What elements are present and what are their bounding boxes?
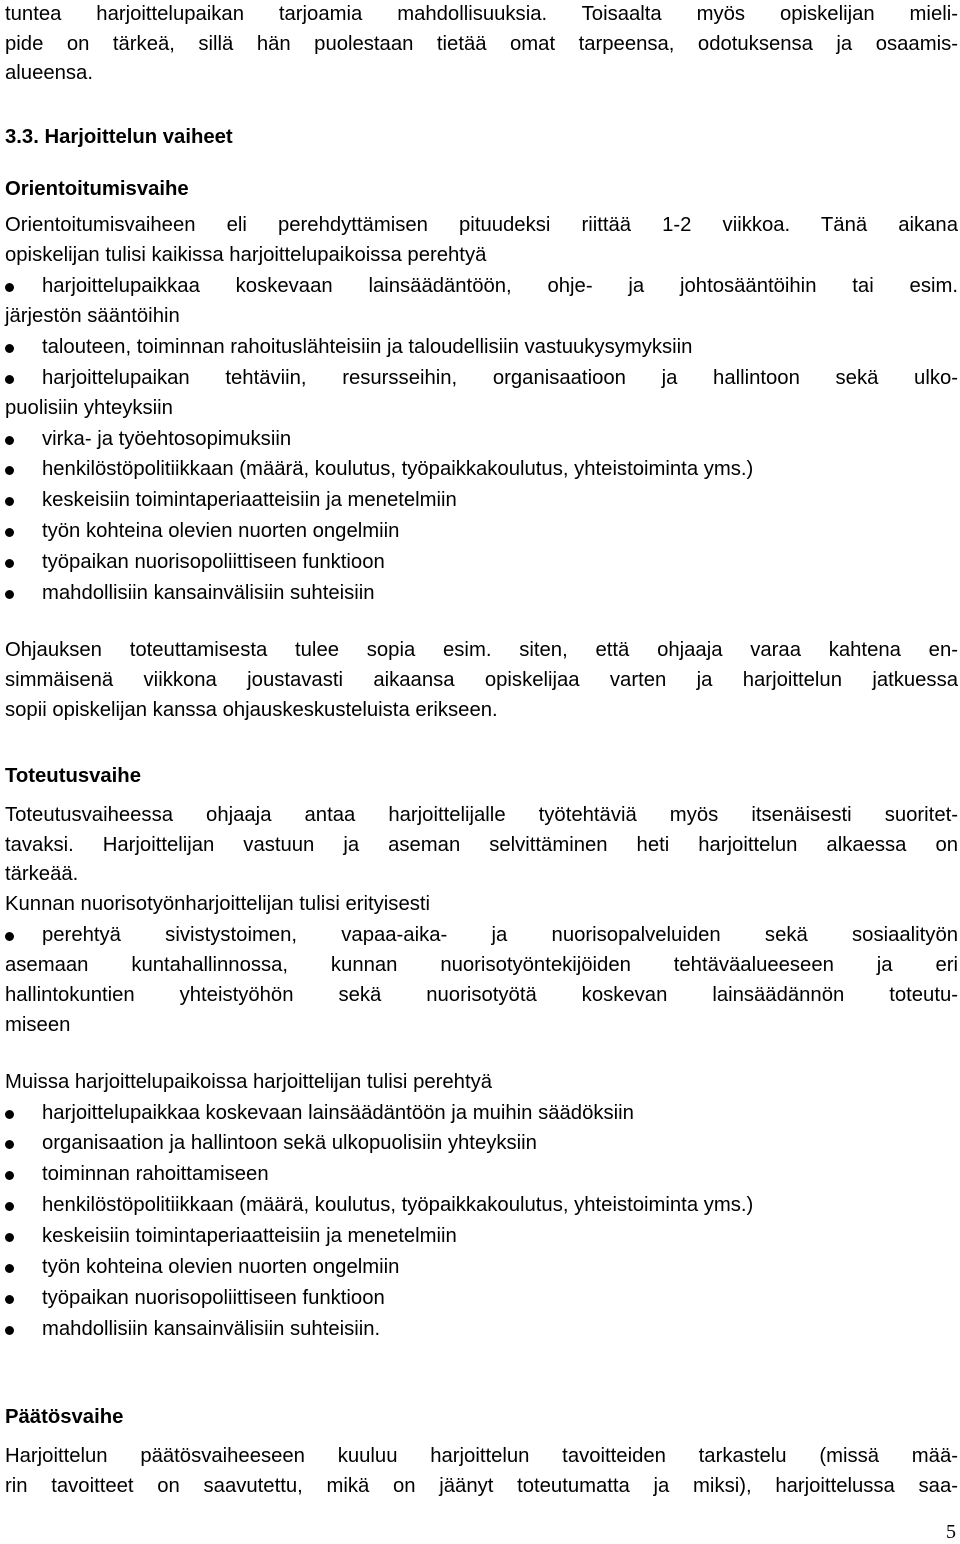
paragraph-line: pide on tärkeä, sillä hän puolestaan tietää omat tarpeensa, odotuksensa ja osaamis- [5, 33, 958, 55]
list-item-continuation: hallintokuntien yhteistyöhön sekä nuorisotyötä koskevan lainsäädännön toteutu- [5, 984, 958, 1006]
bullet-icon [5, 466, 14, 475]
list-item: mahdollisiin kansainvälisiin suhteisiin [42, 582, 375, 604]
list-item: mahdollisiin kansainvälisiin suhteisiin. [42, 1318, 381, 1340]
paragraph-line: alueensa. [5, 62, 93, 84]
paragraph-line: tuntea harjoittelupaikan tarjoamia mahdollisuuksia. Toisaalta myös opiskelijan mieli- [5, 3, 958, 25]
list-item: harjoittelupaikan tehtäviin, resursseihin, organisaatioon ja hallintoon sekä ulko- [42, 367, 958, 389]
list-item: toiminnan rahoittamiseen [42, 1163, 269, 1185]
list-item-continuation: järjestön sääntöihin [5, 305, 180, 327]
subsection-heading: Toteutusvaihe [5, 765, 141, 787]
bullet-icon [5, 1110, 14, 1119]
bullet-icon [5, 1202, 14, 1211]
list-item: harjoittelupaikkaa koskevaan lainsäädäntöön ja muihin säädöksiin [42, 1102, 634, 1124]
paragraph-line: Orientoitumisvaiheen eli perehdyttämisen pituudeksi riittää 1-2 viikkoa. Tänä aikana [5, 214, 958, 236]
list-item: henkilöstöpolitiikkaan (määrä, koulutus, työpaikkakoulutus, yhteistoiminta yms.) [42, 458, 754, 480]
bullet-icon [5, 344, 14, 353]
list-item: virka- ja työehtosopimuksiin [42, 428, 292, 450]
bullet-icon [5, 1295, 14, 1304]
list-item: henkilöstöpolitiikkaan (määrä, koulutus, työpaikkakoulutus, yhteistoiminta yms.) [42, 1194, 754, 1216]
bullet-icon [5, 436, 14, 445]
list-item: työn kohteina olevien nuorten ongelmiin [42, 1256, 400, 1278]
list-item: keskeisiin toimintaperiaatteisiin ja menetelmiin [42, 489, 457, 511]
bullet-icon [5, 932, 14, 941]
bullet-icon [5, 1264, 14, 1273]
bullet-icon [5, 1171, 14, 1180]
paragraph-line: Muissa harjoittelupaikoissa harjoittelijan tulisi perehtyä [5, 1071, 492, 1093]
bullet-icon [5, 1140, 14, 1149]
list-item: organisaation ja hallintoon sekä ulkopuolisiin yhteyksiin [42, 1132, 537, 1154]
list-item-continuation: miseen [5, 1014, 71, 1036]
paragraph-line: Ohjauksen toteuttamisesta tulee sopia esim. siten, että ohjaaja varaa kahtena en- [5, 639, 958, 661]
paragraph-line: rin tavoitteet on saavutettu, mikä on jäänyt toteutumatta ja miksi), harjoittelussa saa- [5, 1475, 958, 1497]
list-item-continuation: asemaan kuntahallinnossa, kunnan nuorisotyöntekijöiden tehtäväalueeseen ja eri [5, 954, 958, 976]
bullet-icon [5, 1326, 14, 1335]
paragraph-line: opiskelijan tulisi kaikissa harjoittelupaikoissa perehtyä [5, 244, 487, 266]
paragraph-line: sopii opiskelijan kanssa ohjauskeskusteluista erikseen. [5, 699, 498, 721]
section-heading: 3.3. Harjoittelun vaiheet [5, 126, 233, 148]
bullet-icon [5, 1233, 14, 1242]
paragraph-line: simmäisenä viikkona joustavasti aikaansa opiskelijaa varten ja harjoittelun jatkuessa [5, 669, 958, 691]
paragraph-line: tavaksi. Harjoittelijan vastuun ja aseman selvittäminen heti harjoittelun alkaessa on [5, 834, 958, 856]
list-item: keskeisiin toimintaperiaatteisiin ja menetelmiin [42, 1225, 457, 1247]
bullet-icon [5, 528, 14, 537]
list-item-continuation: puolisiin yhteyksiin [5, 397, 173, 419]
subsection-heading: Orientoitumisvaihe [5, 178, 189, 200]
list-item: harjoittelupaikkaa koskevaan lainsäädäntöön, ohje- ja johtosääntöihin tai esim. [42, 275, 958, 297]
page-number: 5 [946, 1521, 956, 1543]
paragraph-line: tärkeää. [5, 863, 79, 885]
list-item: työpaikan nuorisopoliittiseen funktioon [42, 551, 385, 573]
list-item: työpaikan nuorisopoliittiseen funktioon [42, 1287, 385, 1309]
paragraph-line: Harjoittelun päätösvaiheeseen kuuluu harjoittelun tavoitteiden tarkastelu (missä mää- [5, 1445, 958, 1467]
paragraph-line: Toteutusvaiheessa ohjaaja antaa harjoittelijalle työtehtäviä myös itsenäisesti suoritet- [5, 804, 958, 826]
list-item: työn kohteina olevien nuorten ongelmiin [42, 520, 400, 542]
bullet-icon [5, 375, 14, 384]
bullet-icon [5, 283, 14, 292]
list-item: talouteen, toiminnan rahoituslähteisiin ja taloudellisiin vastuukysymyksiin [42, 336, 693, 358]
bullet-icon [5, 559, 14, 568]
paragraph-line: Kunnan nuorisotyönharjoittelijan tulisi erityisesti [5, 893, 431, 915]
bullet-icon [5, 497, 14, 506]
list-item: perehtyä sivistystoimen, vapaa-aika- ja nuorisopalveluiden sekä sosiaalityön [42, 924, 958, 946]
subsection-heading: Päätösvaihe [5, 1406, 124, 1428]
bullet-icon [5, 590, 14, 599]
